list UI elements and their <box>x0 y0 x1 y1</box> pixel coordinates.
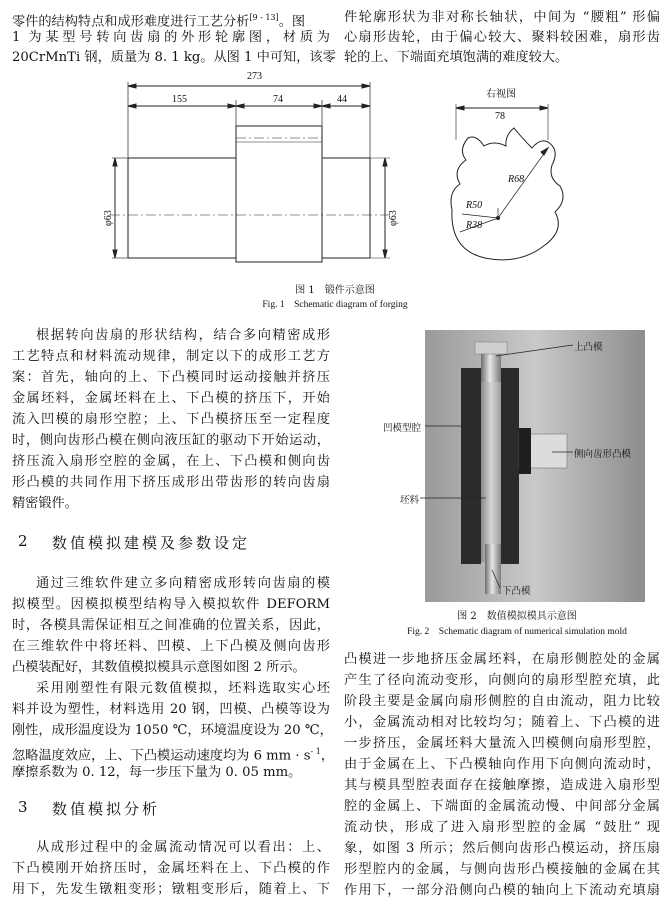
para2-line-3: 时，各模具需保证相互之间准确的位置关系，因此， <box>12 618 330 633</box>
radius-r38: R38 <box>466 220 483 231</box>
right-view-width: 78 <box>495 111 505 122</box>
dim-dia-right: φ63 <box>388 210 399 226</box>
para1-line-8: 形凸模的共同作用下挤压成形出带齿形的转向齿扇 <box>12 475 330 490</box>
label-billet: 坯料 <box>400 495 420 506</box>
right-line-9: 流动快，形成了进入扇形型腔的金属 “鼓肚” 现 <box>344 820 660 835</box>
section2-title: 数值模拟建模及参数设定 <box>52 534 251 552</box>
para1-line-2: 工艺特点和材料流动规律，制定以下的成形工艺方 <box>12 349 330 364</box>
section2-number: 2 <box>18 532 31 550</box>
fig2-caption-en: Fig. 2 Schematic diagram of numerical simulation mold <box>407 627 627 637</box>
para1-line-1: 根据转向齿扇的形状结构，结合多向精密成形 <box>36 328 330 343</box>
para2-line-4: 在三维软件中将坯料、凹模、上下凸模及侧向齿形 <box>12 639 330 654</box>
para2-line-1: 通过三维软件建立多向精密成形转向齿扇的模 <box>36 576 330 591</box>
label-die-cavity: 凹模型腔 <box>383 423 422 434</box>
para1-line-3: 案：首先，轴向的上、下凸模同时运动接触并挤压 <box>12 370 330 385</box>
top-right-line-2: 心扇形齿轮，由于偏心较大、聚料较困难，扇形齿 <box>344 30 660 45</box>
para3-line-2: 料并设为塑性，材料选用 20 钢，凹模、凸模等设为 <box>12 702 330 717</box>
top-right-line-3: 轮的上、下端面充填饱满的难度较大。 <box>344 50 569 65</box>
right-line-8: 腔的金属上、下端面的金属流动慢、中间部分金属 <box>344 799 660 814</box>
para1-line-9: 精密锻件。 <box>12 496 78 511</box>
right-line-5: 一步挤压，金属坯料大量流入凹模侧向扇形型腔， <box>344 736 660 751</box>
section3-number: 3 <box>18 798 31 816</box>
dim-total: 273 <box>247 71 262 82</box>
right-line-1: 凸模进一步地挤压金属坯料，在扇形侧腔处的金属 <box>344 652 660 667</box>
para3-line-1: 采用刚塑性有限元数值模拟，坯料选取实心坯 <box>36 681 330 696</box>
fig1-caption-cn: 图 1 锻件示意图 <box>295 285 375 296</box>
top-left-line-3: 20CrMnTi 钢，质量为 8. 1 kg。从图 1 中可知，该零 <box>12 50 336 65</box>
right-line-2: 产生了径向流动变形，向侧向的扇形型腔充填，此 <box>344 673 660 688</box>
para3-line-4: 忽略温度效应，上、下凸模运动速度均为 6 mm · $s^{- 1}$， <box>12 747 335 764</box>
para3-line-3: 刚性，成形温度设为 1050 ℃，环境温度设为 20 ℃， <box>12 723 333 738</box>
para4-line-3: 用下，先发生镦粗变形；镦粗变形后，随着上、下 <box>12 882 330 897</box>
right-line-11: 形型腔内的金属，与侧向齿形凸模接触的金属在其 <box>344 862 660 877</box>
top-left-line-1: 零件的结构特点和成形难度进行工艺分析[9 - 13]。图 <box>12 13 306 30</box>
dim-dia-left: φ63 <box>103 210 114 226</box>
section3-title: 数值模拟分析 <box>52 800 161 818</box>
para4-line-1: 从成形过程中的金属流动情况可以看出：上、 <box>36 840 330 855</box>
fig1-caption-en: Fig. 1 Schematic diagram of forging <box>262 300 408 310</box>
radius-r50: R50 <box>466 200 483 211</box>
reference-sup: [9 - 13] <box>249 13 279 22</box>
dim-left: 155 <box>172 94 187 105</box>
right-view-title: 右视图 <box>486 89 516 100</box>
para1-line-4: 金属坯料，金属坯料在上、下凸模的挤压下，开始 <box>12 391 330 406</box>
fig2-caption-cn: 图 2 数值模拟模具示意图 <box>457 611 577 622</box>
para2-line-2: 拟模型。因模拟模型结构导入模拟软件 DEFORM <box>12 597 330 612</box>
para1-line-6: 时，侧向齿形凸模在侧向液压缸的驱动下开始运动， <box>12 433 330 448</box>
right-line-6: 由于金属在上、下凸模轴向作用下向侧向流动时， <box>344 757 660 772</box>
right-line-7: 其与模具型腔表面存在接触摩擦，造成进入扇形型 <box>344 778 660 793</box>
para4-line-2: 下凸模刚开始挤压时，金属坯料在上、下凸模的作 <box>12 861 330 876</box>
right-line-10: 象，如图 3 所示；然后侧向齿形凸模运动，挤压扇 <box>344 841 660 856</box>
right-line-12: 作用下，一部分沿侧向凸模的轴向上下流动充填扇 <box>344 883 660 898</box>
label-lower-punch: 下凸模 <box>502 586 531 597</box>
label-upper-punch: 上凸模 <box>574 342 603 353</box>
fig2-mold-render <box>425 330 645 602</box>
para2-line-5: 凸模装配好，其数值模拟模具示意图如图 2 所示。 <box>12 660 306 675</box>
dim-right: 44 <box>337 94 347 105</box>
dim-mid: 74 <box>273 94 283 105</box>
para1-line-5: 流入凹模的扇形空腔；上、下凸模挤压至一定程度 <box>12 412 330 427</box>
top-left-line-2: 1 为某型号转向齿扇的外形轮廓图，材质为 <box>12 30 330 45</box>
top-right-line-1: 件轮廓形状为非对称长轴状，中间为 “腰粗” 形偏 <box>344 10 660 25</box>
right-line-3: 阶段主要是金属向扇形侧腔的自由流动，阻力比较 <box>344 694 660 709</box>
para3-line-5: 摩擦系数为 0. 12，每一步压下量为 0. 05 mm。 <box>12 765 302 780</box>
label-side-punch: 侧向齿形凸模 <box>574 449 632 460</box>
para1-line-7: 挤压流入扇形空腔的金属，在上、下凸模和侧向齿 <box>12 454 330 469</box>
radius-r68: R68 <box>508 174 525 185</box>
right-line-4: 小，金属流动相对比较均匀；随着上、下凸模的进 <box>344 715 660 730</box>
